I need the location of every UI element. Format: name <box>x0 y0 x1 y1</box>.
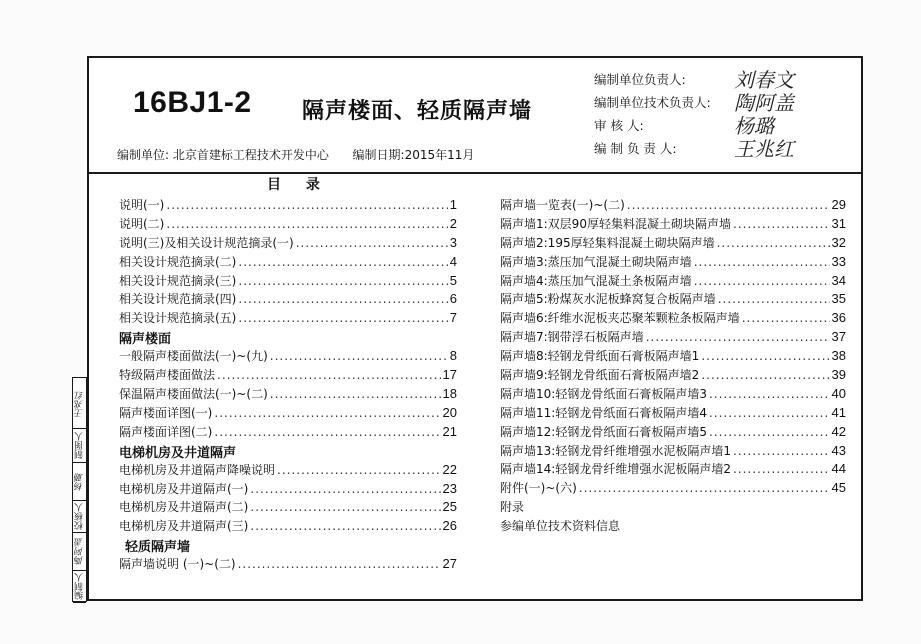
toc-entry-page: 22 <box>442 461 457 477</box>
toc-entry-label: 隔声墙2:195厚轻集料混凝土砌块隔声墙 <box>500 235 715 250</box>
leader-dots <box>733 217 830 231</box>
toc-entry <box>119 272 457 291</box>
toc-entry-label: 隔声墙7:钢带浮石板隔声墙 <box>500 330 644 345</box>
toc-entry-page: 35 <box>831 291 846 307</box>
toc-entry-page: 44 <box>831 461 846 477</box>
toc-entry-page: 41 <box>831 404 846 420</box>
signature: 陶阿盖 <box>734 91 794 115</box>
toc-entry <box>119 517 457 536</box>
toc-entry <box>500 328 846 347</box>
toc-entry-label: 隔声墙10:轻钢龙骨纸面石膏板隔声墙3 <box>500 386 707 401</box>
toc-entry-page: 42 <box>831 423 846 439</box>
toc-entry-label: 隔声楼面详图(二) <box>119 424 213 439</box>
responsibility-list <box>594 68 849 160</box>
toc-entry-page: 3 <box>449 234 457 250</box>
toc-entry-page: 36 <box>831 310 846 326</box>
toc-entry-page: 37 <box>831 329 846 345</box>
org-label: 编制单位: <box>117 148 170 162</box>
toc-entry <box>119 290 457 309</box>
toc-entry-label: 隔声楼面详图(一) <box>119 405 213 420</box>
toc-entry-page: 18 <box>442 386 457 402</box>
toc-entry-page: 4 <box>449 253 457 269</box>
toc-entry <box>119 385 457 404</box>
toc-entry-label: 隔声墙5:粉煤灰水泥板蜂窝复合板隔声墙 <box>500 292 716 307</box>
toc-entry-page: 25 <box>442 499 457 515</box>
toc-entry <box>119 215 457 234</box>
toc-entry-page: 26 <box>442 518 457 534</box>
leader-dots <box>296 236 448 250</box>
toc-entry-label: 特级隔声楼面做法 <box>119 368 216 383</box>
toc-entry <box>500 272 846 291</box>
toc-entry-page: 39 <box>831 367 846 383</box>
toc-plain-entry: 参编单位技术资料信息 <box>500 519 621 534</box>
toc-entry-page: 43 <box>831 442 846 458</box>
leader-dots <box>270 387 441 401</box>
leader-dots <box>733 462 830 476</box>
toc-entry-page: 40 <box>831 385 846 401</box>
toc-entry-label: 相关设计规范摘录(二) <box>119 254 237 269</box>
signature: 刘春文 <box>734 68 794 92</box>
section-heading-floor: 隔声楼面 <box>119 332 172 348</box>
leader-dots <box>579 481 830 495</box>
toc-entry-label: 电梯机房及井道隔声降噪说明 <box>119 462 276 477</box>
role-row <box>594 114 849 137</box>
date-value: 2015年11月 <box>404 148 475 162</box>
toc-entry-label: 隔声墙6:纤维水泥板夹芯聚苯颗粒条板隔声墙 <box>500 311 740 326</box>
toc-entry-label: 隔声墙4:蒸压加气混凝土条板隔声墙 <box>500 273 692 288</box>
signature: 杨璐 <box>734 114 774 138</box>
role-row <box>594 68 849 91</box>
toc-entry <box>119 366 457 385</box>
leader-dots <box>742 311 830 325</box>
leader-dots <box>250 519 440 533</box>
toc-entry-label: 隔声墙一览表(一)~(二) <box>500 198 625 212</box>
sidebar-role-label <box>73 571 86 603</box>
section-heading-wall: 轻质隔声墙 <box>125 540 191 556</box>
toc-entry-page: 20 <box>442 404 457 420</box>
toc-entry-page: 21 <box>442 423 457 439</box>
toc-entry <box>500 196 846 215</box>
toc-entry <box>500 234 846 253</box>
leader-dots <box>250 482 440 496</box>
standard-code: 16BJ1-2 <box>133 86 252 119</box>
approval-sidebar <box>72 377 87 602</box>
toc-plain-entry: 附录 <box>500 500 525 515</box>
toc-entry-label: 保温隔声楼面做法(一)~(二) <box>119 387 268 402</box>
toc-entry-label: 隔声墙11:轻钢龙骨纸面石膏板隔声墙4 <box>500 405 707 420</box>
toc-entry-page: 27 <box>442 556 457 572</box>
leader-dots <box>709 406 830 420</box>
toc-entry <box>119 309 457 328</box>
toc-entry-label: 说明(二) <box>119 216 165 231</box>
role-row <box>594 91 849 114</box>
leader-dots <box>166 198 447 212</box>
toc-entry-label: 隔声墙14:轻钢龙骨纤维增强水泥板隔声墙2 <box>500 462 731 477</box>
toc-entry-label: 隔声墙12:轻钢龙骨纸面石膏板隔声墙5 <box>500 424 707 439</box>
date-label: 编制日期: <box>352 148 405 162</box>
toc-entry <box>500 366 846 385</box>
toc-entry <box>500 423 846 442</box>
toc-entry-page: 23 <box>442 480 457 496</box>
toc-entry-page: 34 <box>831 272 846 288</box>
title-block <box>89 58 861 174</box>
toc-entry-label: 隔声墙1:双层90厚轻集料混凝土砌块隔声墙 <box>500 216 731 231</box>
leader-dots <box>238 274 447 288</box>
toc-entry-label: 一般隔声楼面做法(一)~(九) <box>119 349 268 364</box>
toc-entry-label: 相关设计规范摘录(五) <box>119 311 237 326</box>
sidebar-signature <box>73 381 86 429</box>
leader-dots <box>646 330 830 344</box>
sidebar-text: 杨璐 <box>75 472 85 491</box>
leader-dots <box>718 292 830 306</box>
toc-title: 目 录 <box>267 177 330 193</box>
toc-entry-page: 29 <box>831 197 846 212</box>
toc-entry <box>500 442 846 461</box>
toc-entry <box>500 404 846 423</box>
leader-dots <box>701 368 829 382</box>
toc-right-column <box>500 196 846 536</box>
toc-entry-label: 电梯机房及井道隔声(二) <box>119 500 249 515</box>
toc-entry-page: 45 <box>831 480 846 496</box>
sidebar-text: 制图人 <box>75 432 85 459</box>
leader-dots <box>717 236 830 250</box>
toc-entry <box>119 498 457 517</box>
toc-entry <box>119 234 457 253</box>
toc-entry <box>119 461 457 480</box>
leader-dots <box>733 444 830 458</box>
toc-entry-label: 隔声墙9:轻钢龙骨纸面石膏板隔声墙2 <box>500 368 700 383</box>
leader-dots <box>214 425 440 439</box>
leader-dots <box>238 311 447 325</box>
org-line <box>117 146 474 163</box>
sidebar-text: 陶阿盖 <box>75 538 85 565</box>
leader-dots <box>709 425 830 439</box>
toc-entry-label: 隔声墙8:轻钢龙骨纸面石膏板隔声墙1 <box>500 349 700 364</box>
toc-entry-label: 相关设计规范摘录(四) <box>119 292 237 307</box>
role-label: 编制单位负责人: <box>594 72 686 87</box>
leader-dots <box>277 463 441 477</box>
leader-dots <box>217 368 441 382</box>
toc-entry-page: 7 <box>449 310 457 326</box>
toc-entry-page: 17 <box>442 367 457 383</box>
toc-entry-label: 说明(一) <box>119 198 165 212</box>
leader-dots <box>709 387 830 401</box>
toc-left-column <box>119 196 457 574</box>
toc-entry-label: 隔声墙说明 (一)~(二) <box>119 557 236 572</box>
drawing-frame <box>87 56 863 601</box>
leader-dots <box>701 349 829 363</box>
sidebar-role-label <box>73 501 86 533</box>
toc-entry <box>500 460 846 479</box>
sidebar-role-label <box>73 429 86 463</box>
toc-entry <box>119 196 457 215</box>
toc-entry <box>119 347 457 366</box>
toc-entry-page: 6 <box>449 291 457 307</box>
sidebar-text: 编制人 <box>75 573 85 600</box>
role-row <box>594 137 849 160</box>
role-label: 审 核 人: <box>594 118 644 133</box>
signature: 王兆红 <box>734 137 794 161</box>
document-title: 隔声楼面、轻质隔声墙 <box>302 99 533 124</box>
leader-dots <box>270 349 448 363</box>
leader-dots <box>250 500 440 514</box>
sidebar-text: 校核人 <box>75 503 85 530</box>
toc-entry-page: 32 <box>831 234 846 250</box>
leader-dots <box>627 198 830 212</box>
role-label: 编制单位技术负责人: <box>594 95 711 110</box>
toc-entry-label: 电梯机房及井道隔声(一) <box>119 481 249 496</box>
toc-entry-page: 33 <box>831 253 846 269</box>
toc-entry <box>500 215 846 234</box>
toc-entry-page: 38 <box>831 348 846 364</box>
toc-entry-label: 隔声墙13:轻钢龙骨纤维增强水泥板隔声墙1 <box>500 443 731 458</box>
toc-entry <box>500 253 846 272</box>
leader-dots <box>694 255 830 269</box>
sidebar-signature <box>73 463 86 501</box>
toc-entry <box>119 423 457 442</box>
org-name: 北京首建标工程技术开发中心 <box>172 148 329 162</box>
toc-entry-label: 隔声墙3:蒸压加气混凝土砌块隔声墙 <box>500 254 692 269</box>
leader-dots <box>694 274 830 288</box>
toc-entry <box>119 253 457 272</box>
toc-entry-label: 说明(三)及相关设计规范摘录(一) <box>119 235 294 250</box>
toc-entry <box>119 555 457 574</box>
toc-entry-label: 相关设计规范摘录(三) <box>119 273 237 288</box>
leader-dots <box>166 217 447 231</box>
toc-entry-page: 2 <box>449 215 457 231</box>
sidebar-signature <box>73 533 86 571</box>
toc-entry <box>500 347 846 366</box>
toc-entry-label: 电梯机房及井道隔声(三) <box>119 519 249 534</box>
toc-entry <box>119 480 457 499</box>
toc-entry <box>119 404 457 423</box>
toc-entry-label: 附件(一)~(六) <box>500 481 577 496</box>
toc-entry-page: 31 <box>831 215 846 231</box>
role-label: 编 制 负 责 人: <box>594 141 677 156</box>
leader-dots <box>238 557 441 571</box>
toc-entry <box>500 385 846 404</box>
toc-entry-page: 8 <box>449 348 457 364</box>
toc-entry <box>500 309 846 328</box>
toc-entry <box>500 290 846 309</box>
toc-entry <box>500 479 846 498</box>
leader-dots <box>238 292 447 306</box>
section-heading-elevator: 电梯机房及井道隔声 <box>119 445 237 461</box>
leader-dots <box>214 406 440 420</box>
toc-entry-page: 5 <box>449 272 457 288</box>
leader-dots <box>238 255 447 269</box>
toc-entry-page: 1 <box>449 197 457 212</box>
sidebar-text: 王兆红 <box>75 391 85 418</box>
